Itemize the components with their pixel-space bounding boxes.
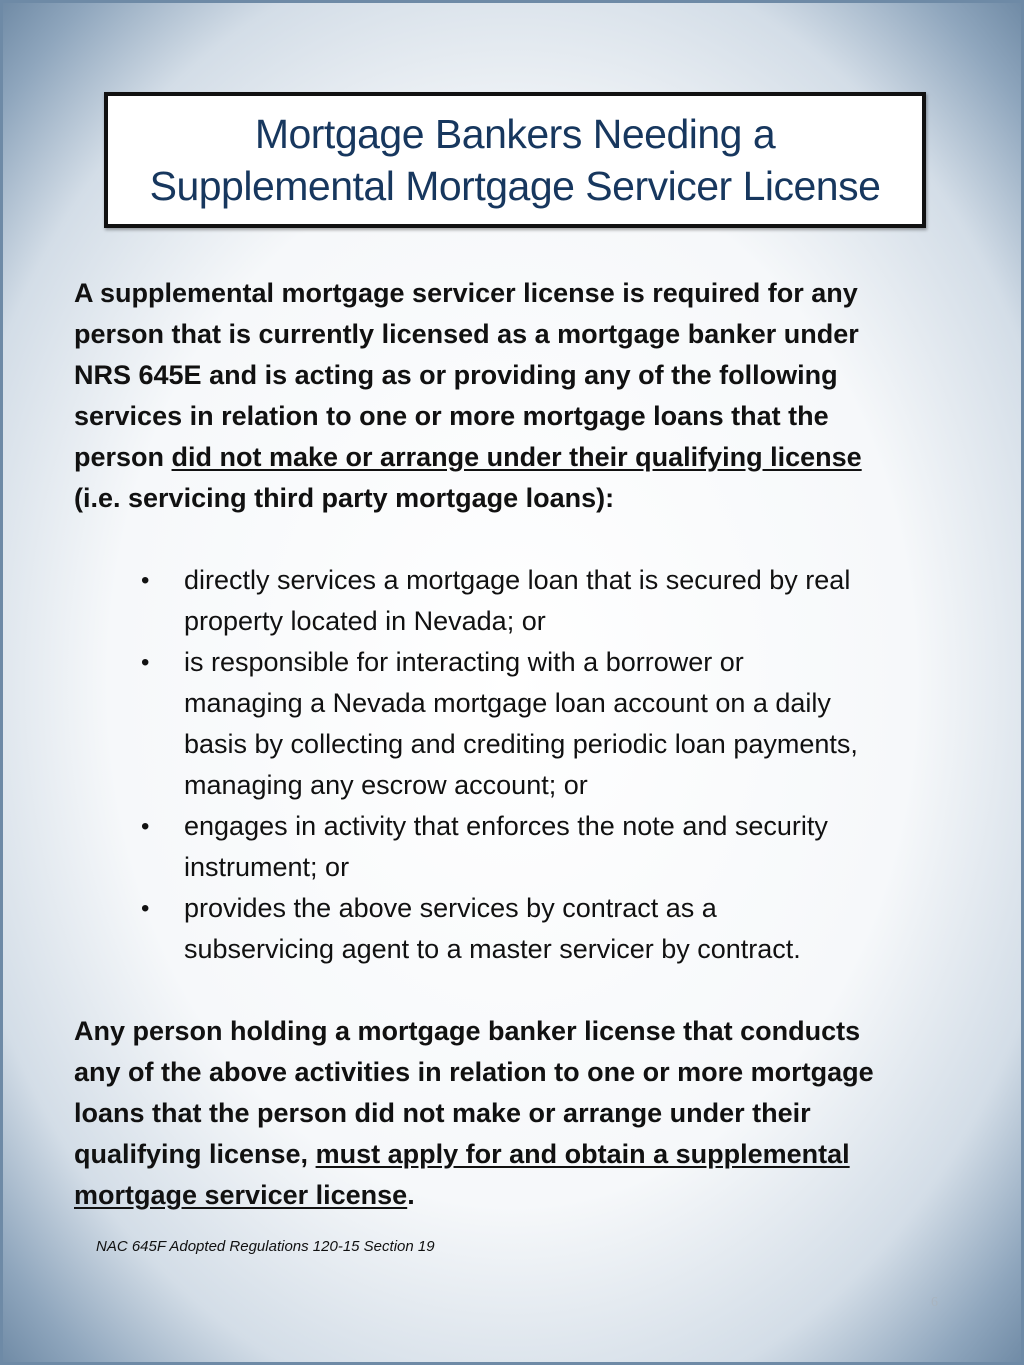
main-content (74, 273, 974, 1216)
bullet-icon: • (141, 567, 150, 594)
intro-line: A supplemental mortgage servicer license is required for any (74, 278, 858, 308)
closing-line (74, 1134, 974, 1175)
list-item-line: engages in activity that enforces the note and security (184, 811, 828, 841)
closing-paragraph (74, 1011, 974, 1216)
list-item-line: managing any escrow account; or (184, 770, 588, 800)
page-number: 6 (931, 1295, 938, 1310)
title-line-2: Supplemental Mortgage Servicer License (149, 163, 881, 209)
title-box (104, 92, 926, 228)
intro-line: services in relation to one or more mortgage loans that the (74, 401, 829, 431)
list-item-line: managing a Nevada mortgage loan account on a daily (184, 688, 831, 718)
intro-paragraph (74, 273, 974, 519)
intro-line: NRS 645E and is acting as or providing any of the following (74, 360, 838, 390)
intro-line: person that is currently licensed as a mortgage banker under (74, 319, 859, 349)
closing-line: any of the above activities in relation to one or more mortgage (74, 1057, 874, 1087)
bullet-icon: • (141, 649, 150, 676)
intro-underlined-phrase: did not make or arrange under their qualifying license (171, 442, 862, 472)
citation: NAC 645F Adopted Regulations 120-15 Section 19 (96, 1238, 435, 1255)
closing-line: loans that the person did not make or arrange under their (74, 1098, 811, 1128)
list-item-line: instrument; or (184, 852, 350, 882)
title-line-1: Mortgage Bankers Needing a (254, 111, 776, 157)
closing-underlined-phrase: must apply for and obtain a supplemental (315, 1139, 850, 1169)
list-item-line: property located in Nevada; or (184, 606, 546, 636)
list-item-line: provides the above services by contract as a (184, 893, 717, 923)
closing-line: Any person holding a mortgage banker license that conducts (74, 1016, 861, 1046)
list-item-line: is responsible for interacting with a borrower or (184, 647, 744, 677)
closing-line (74, 1175, 974, 1216)
intro-line-5-prefix: person (74, 442, 172, 472)
intro-line: (i.e. servicing third party mortgage loans): (74, 483, 615, 513)
list-item (141, 806, 974, 888)
list-item-line: subservicing agent to a master servicer by contract. (184, 934, 801, 964)
bullet-icon: • (141, 813, 150, 840)
closing-period: . (407, 1180, 415, 1210)
closing-underlined-phrase: mortgage servicer license (74, 1180, 408, 1210)
services-list (74, 560, 974, 970)
list-item-line: directly services a mortgage loan that is secured by real (184, 565, 851, 595)
list-item-line: basis by collecting and crediting periodic loan payments, (184, 729, 858, 759)
closing-line-4-prefix: qualifying license, (74, 1139, 316, 1169)
list-item (141, 642, 974, 806)
bullet-icon: • (141, 895, 150, 922)
list-item (141, 888, 974, 970)
list-item (141, 560, 974, 642)
intro-line (74, 437, 974, 478)
